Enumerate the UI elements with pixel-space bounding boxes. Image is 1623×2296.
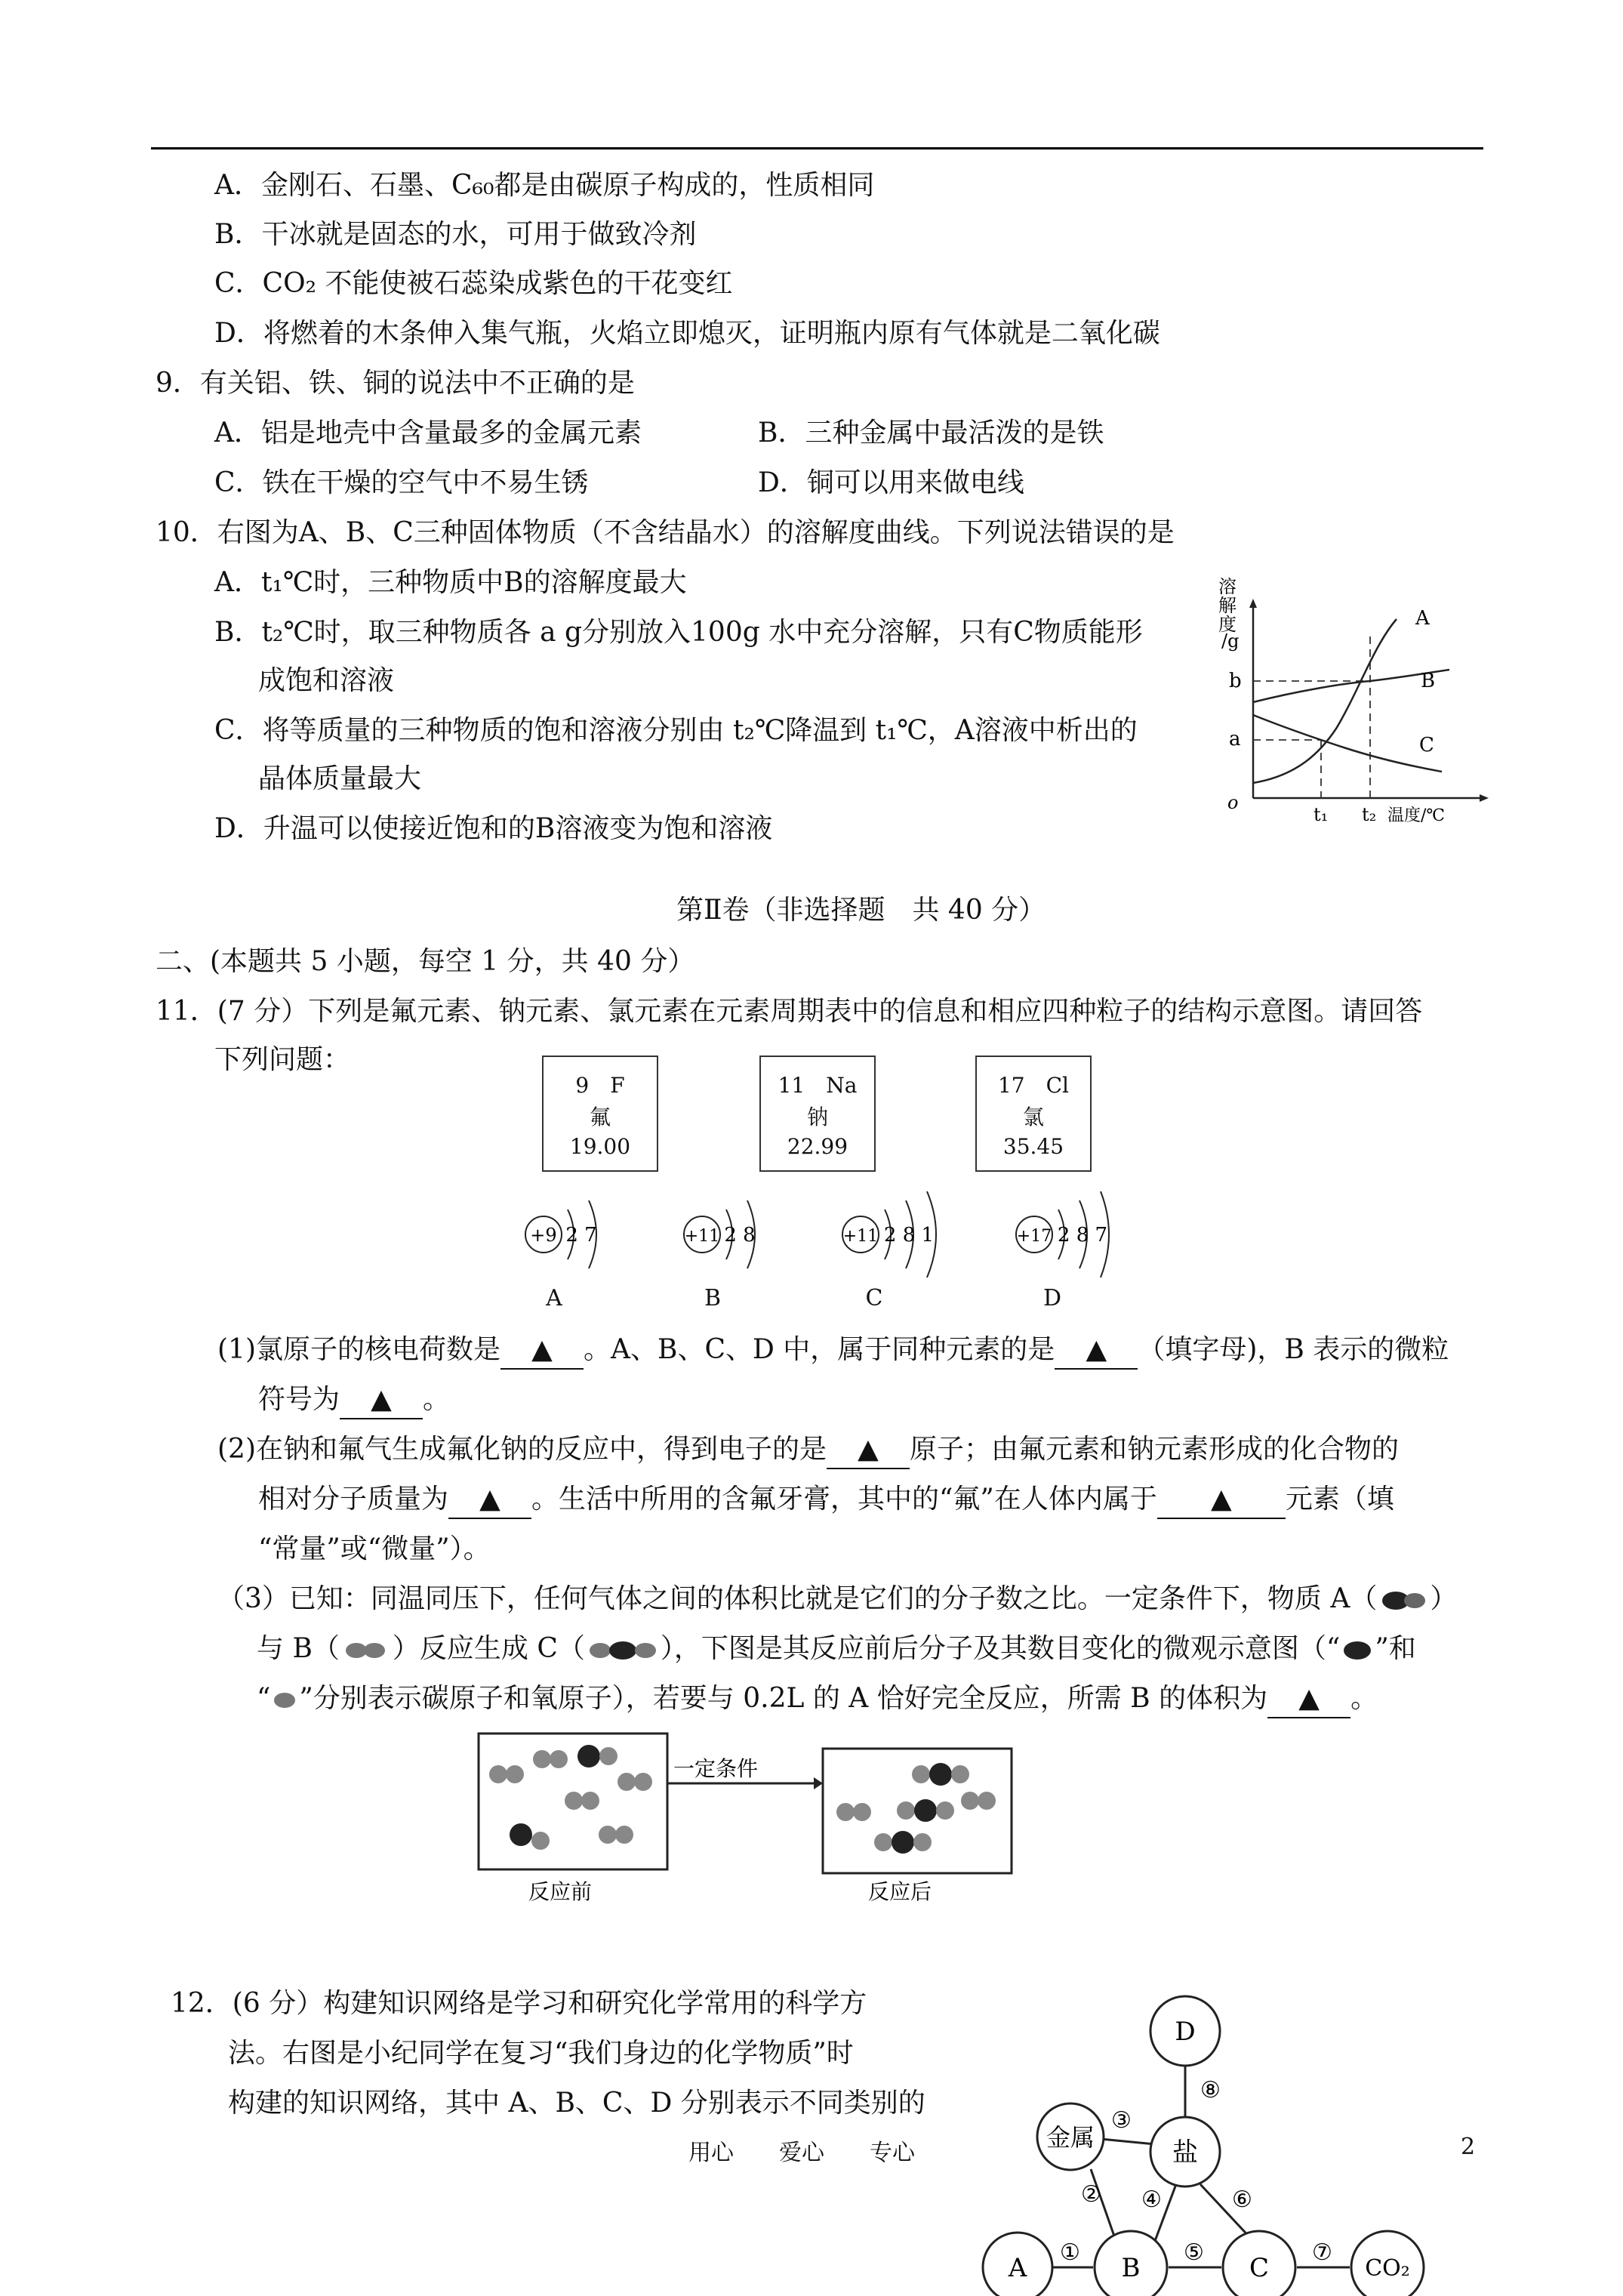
carbon-atom-icon (1340, 1638, 1375, 1663)
y-axis-label: 溶解度/g (1218, 578, 1240, 652)
before-molecules (489, 1745, 652, 1850)
solubility-graph (1208, 578, 1495, 831)
q10-stem: 10．右图为A、B、C三种固体物质（不含结晶水）的溶解度曲线。下列说法错误的是 (156, 517, 1175, 548)
answer-blank: ▲ (827, 1432, 910, 1469)
edge-label-5: ⑤ (1184, 2239, 1204, 2266)
q9-option-a: A．铝是地壳中含量最多的金属元素 (214, 418, 642, 448)
header-rule (151, 147, 1483, 149)
element-number-symbol: 9 F (575, 1073, 625, 1098)
footer-motto: 用心 爱心 专心 (688, 2140, 915, 2166)
atom-label-c: C (865, 1285, 883, 1311)
atom-shells: 2 7 (565, 1224, 597, 1247)
part2-title: 第Ⅱ卷（非选择题 共 40 分） (676, 895, 1046, 926)
edge-label-7: ⑦ (1312, 2239, 1332, 2266)
answer-blank: ▲ (1267, 1681, 1350, 1718)
element-number-symbol: 17 Cl (997, 1073, 1069, 1098)
atom-nucleus: +9 (530, 1225, 557, 1246)
q9-stem: 9．有关铝、铁、铜的说法中不正确的是 (156, 368, 635, 399)
element-card-fluorine (542, 1056, 658, 1172)
reaction-micro-diagram (476, 1729, 1034, 1910)
element-mass: 22.99 (787, 1134, 848, 1159)
q10-option-d: D．升温可以使接近饱和的B溶液变为饱和溶液 (214, 813, 773, 844)
q9-option-c: C．铁在干燥的空气中不易生锈 (214, 467, 589, 498)
part2-section-heading: 二、(本题共 5 小题，每空 1 分，共 40 分） (156, 946, 695, 977)
molecule-a-icon (1377, 1589, 1430, 1613)
element-mass: 19.00 (569, 1134, 631, 1159)
element-name: 氟 (589, 1105, 611, 1130)
svg-text:A: A (1008, 2253, 1027, 2283)
molecule-b-icon (340, 1638, 393, 1663)
curve-c-label: C (1419, 734, 1434, 757)
q10-option-b-line1: B．t₂℃时，取三种物质各 a g分别放入100g 水中充分溶解，只有C物质能形 (214, 617, 1143, 648)
answer-blank: ▲ (1055, 1332, 1138, 1370)
curve-b-label: B (1421, 670, 1436, 692)
edge-label-3: ③ (1111, 2107, 1132, 2134)
edge-label-2: ② (1081, 2181, 1101, 2208)
atom-nucleus: +17 (1016, 1227, 1052, 1246)
q12-line3: 构建的知识网络，其中 A、B、C、D 分别表示不同类别的 (228, 2088, 925, 2119)
answer-blank: ▲ (448, 1481, 531, 1519)
atom-shells: 2 8 1 (883, 1224, 935, 1247)
element-mass: 35.45 (1002, 1134, 1064, 1159)
q11-part3-line1: （3）已知：同温同压下，任何气体之间的体积比就是它们的分子数之比。一定条件下，物质 A（ ） (217, 1583, 1458, 1614)
x-axis-label: 温度/℃ (1387, 806, 1446, 825)
oxygen-atom-icon (270, 1688, 299, 1712)
element-card-sodium (759, 1056, 876, 1172)
atom-label-b: B (704, 1285, 722, 1311)
reaction-condition: 一定条件 (673, 1756, 759, 1781)
q11-stem-line2: 下列问题： (214, 1044, 351, 1075)
edge-label-6: ⑥ (1232, 2187, 1252, 2213)
x-axis-arrow (1480, 794, 1489, 802)
q10-option-b-line2: 成饱和溶液 (258, 665, 395, 696)
q8-option-a: A．金刚石、石墨、C₆₀都是由碳原子构成的，性质相同 (214, 170, 875, 201)
molecule-c-icon (585, 1638, 661, 1663)
y-axis-arrow (1249, 599, 1257, 608)
q11-part1-line2: 符号为 ▲ 。 (258, 1382, 450, 1419)
knowledge-network-diagram (936, 1977, 1480, 2296)
t2-label: t₂ (1362, 804, 1377, 825)
t1-label: t₁ (1313, 804, 1329, 825)
element-name: 氯 (1022, 1105, 1044, 1130)
a-tick-label: a (1229, 728, 1241, 750)
svg-text:D: D (1175, 2017, 1196, 2047)
edge-label-1: ① (1060, 2239, 1080, 2266)
q8-option-d: D．将燃着的木条伸入集气瓶，火焰立即熄灭，证明瓶内原有气体就是二氧化碳 (214, 318, 1160, 349)
b-tick-label: b (1229, 670, 1242, 692)
q11-part2-line2: 相对分子质量为 ▲ 。生活中所用的含氟牙膏，其中的“氟”在人体内属于 ▲ 元素（填 (258, 1481, 1394, 1519)
atom-diagram-d (1016, 1191, 1109, 1277)
q11-part2-line3: “常量”或“微量”）。 (258, 1533, 491, 1564)
q10-option-c-line1: C．将等质量的三种物质的饱和溶液分别由 t₂℃降温到 t₁℃，A溶液中析出的 (214, 715, 1138, 746)
element-number-symbol: 11 Na (778, 1073, 858, 1098)
svg-text:CO₂: CO₂ (1365, 2255, 1410, 2282)
curve-a-label: A (1415, 607, 1430, 630)
q9-option-b: B．三种金属中最活泼的是铁 (758, 418, 1104, 448)
atom-label-d: D (1042, 1285, 1062, 1311)
element-name: 钠 (806, 1105, 828, 1130)
q9-option-d: D．铜可以用来做电线 (758, 467, 1024, 498)
svg-text:B: B (1121, 2253, 1141, 2283)
q10-option-c-line2: 晶体质量最大 (258, 763, 422, 794)
page-number: 2 (1461, 2134, 1476, 2160)
after-molecules (836, 1763, 996, 1854)
answer-blank: ▲ (500, 1332, 584, 1370)
q11-part3-line2: 与 B（ ）反应生成 C（ ），下图是其反应前后分子及其数目变化的微观示意图（“ ”和 (257, 1633, 1416, 1664)
svg-text:C: C (1249, 2253, 1270, 2283)
atom-nucleus: +11 (842, 1227, 879, 1246)
q11-part3-line3: “ ”分别表示碳原子和氧原子），若要与 0.2L 的 A 恰好完全反应，所需 B 的体积为 ▲ 。 (257, 1681, 1378, 1718)
atom-shells: 2 8 7 (1057, 1224, 1108, 1247)
origin-label: o (1227, 792, 1239, 813)
q11-stem-line1: 11．(7 分）下列是氟元素、钠元素、氯元素在元素周期表中的信息和相应四种粒子的结构示意图。请回答 (156, 996, 1423, 1027)
answer-blank: ▲ (1157, 1481, 1286, 1519)
atom-diagram-b (684, 1200, 756, 1268)
q8-option-b: B．干冰就是固态的水，可用于做致冷剂 (214, 219, 697, 250)
q8-option-c: C．CO₂ 不能使被石蕊染成紫色的干花变红 (214, 268, 733, 299)
curve-c (1253, 715, 1442, 772)
q11-part2-line1: (2)在钠和氟气生成氟化钠的反应中，得到电子的是 ▲ 原子；由氟元素和钠元素形成的化合物的 (217, 1432, 1399, 1469)
atom-shells: 2 8 (724, 1224, 756, 1247)
q12-line1: 12．(6 分）构建知识网络是学习和研究化学常用的科学方 (171, 1988, 867, 2019)
edge-label-8: ⑧ (1200, 2077, 1221, 2103)
atom-nucleus: +11 (684, 1227, 720, 1246)
after-label: 反应后 (868, 1879, 932, 1904)
curve-a (1253, 619, 1397, 783)
svg-text:金属: 金属 (1046, 2123, 1095, 2152)
atom-structure-diagrams (513, 1170, 1117, 1284)
svg-text:盐: 盐 (1172, 2137, 1198, 2168)
atom-label-a: A (546, 1285, 562, 1311)
q12-line2: 法。右图是小纪同学在复习“我们身边的化学物质”时 (228, 2038, 854, 2069)
answer-blank: ▲ (340, 1382, 423, 1419)
atom-diagram-a (525, 1200, 597, 1268)
before-label: 反应前 (528, 1879, 593, 1904)
atom-diagram-c (842, 1191, 936, 1277)
curve-b (1253, 670, 1449, 702)
q10-option-a: A．t₁℃时，三种物质中B的溶解度最大 (214, 567, 687, 598)
edge-label-4: ④ (1141, 2187, 1162, 2213)
q11-part1-line1: (1)氯原子的核电荷数是 ▲ 。A、B、C、D 中，属于同种元素的是 ▲ （填字母)，B 表示的微粒 (217, 1332, 1449, 1370)
element-card-chlorine (975, 1056, 1092, 1172)
